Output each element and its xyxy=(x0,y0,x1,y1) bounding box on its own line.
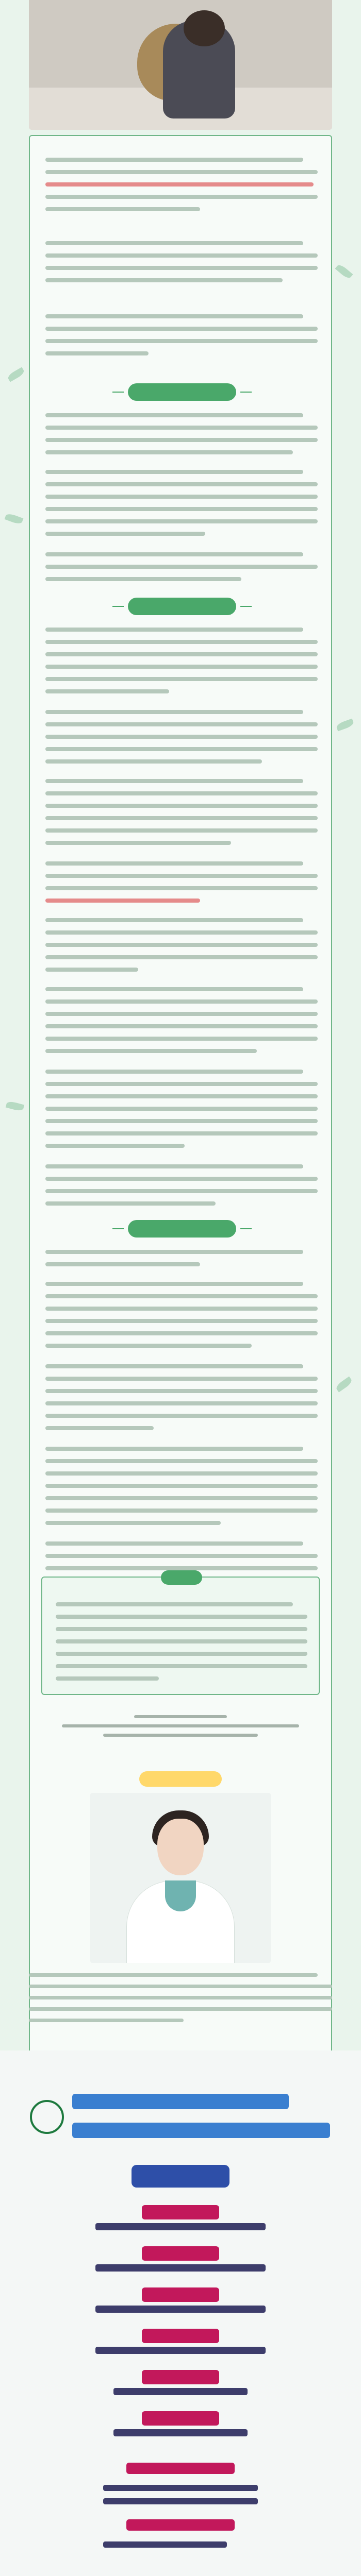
address-line xyxy=(103,2483,258,2493)
author-tag xyxy=(139,1771,222,1787)
section-3-paragraph xyxy=(45,1278,318,1352)
section-1-paragraph xyxy=(45,409,318,459)
address-line xyxy=(103,2540,258,2549)
section-2-paragraph xyxy=(45,857,318,907)
section-2-paragraph xyxy=(45,1065,318,1152)
service-item xyxy=(93,2411,268,2440)
section-2-paragraph xyxy=(45,983,318,1057)
section-2-paragraph xyxy=(45,706,318,768)
section-3-paragraph xyxy=(45,1246,318,1270)
section-1-paragraph xyxy=(45,466,318,540)
scope-label xyxy=(132,2165,229,2188)
section-3-paragraph xyxy=(45,1443,318,1529)
section-heading-2 xyxy=(128,598,236,615)
service-item xyxy=(93,2370,268,2399)
section-heading-1 xyxy=(128,383,236,401)
leaf-decoration xyxy=(6,1100,24,1112)
intro-paragraph xyxy=(45,310,318,360)
section-2-paragraph xyxy=(45,914,318,976)
service-item xyxy=(93,2205,268,2234)
section-2-paragraph xyxy=(45,1160,318,1210)
leaf-decoration xyxy=(335,263,353,280)
service-item xyxy=(93,2246,268,2275)
intro-paragraph xyxy=(45,237,318,286)
leaf-decoration xyxy=(7,367,25,382)
leaf-decoration xyxy=(5,513,24,526)
section-heading-3 xyxy=(128,1220,236,1238)
author-bio xyxy=(29,1969,332,2026)
address-line xyxy=(103,2497,258,2506)
address-heading xyxy=(126,2463,235,2477)
service-item xyxy=(93,2287,268,2316)
poster-title xyxy=(72,2094,330,2151)
author-portrait xyxy=(90,1793,271,1963)
section-1-paragraph xyxy=(45,548,318,585)
summary-tag xyxy=(161,1570,202,1585)
service-item xyxy=(93,2329,268,2358)
section-2-paragraph xyxy=(45,623,318,698)
service-poster xyxy=(0,2050,361,2576)
hero-image xyxy=(29,0,332,130)
references xyxy=(41,1710,320,1738)
leaf-decoration xyxy=(336,719,355,732)
address-heading xyxy=(126,2519,235,2534)
summary-card xyxy=(41,1577,320,1695)
hospital-logo-icon xyxy=(30,2100,64,2134)
leaf-decoration xyxy=(335,1377,353,1393)
section-3-paragraph xyxy=(45,1360,318,1434)
section-2-paragraph xyxy=(45,775,318,849)
intro-paragraph xyxy=(45,154,318,215)
summary-text xyxy=(56,1598,307,1685)
